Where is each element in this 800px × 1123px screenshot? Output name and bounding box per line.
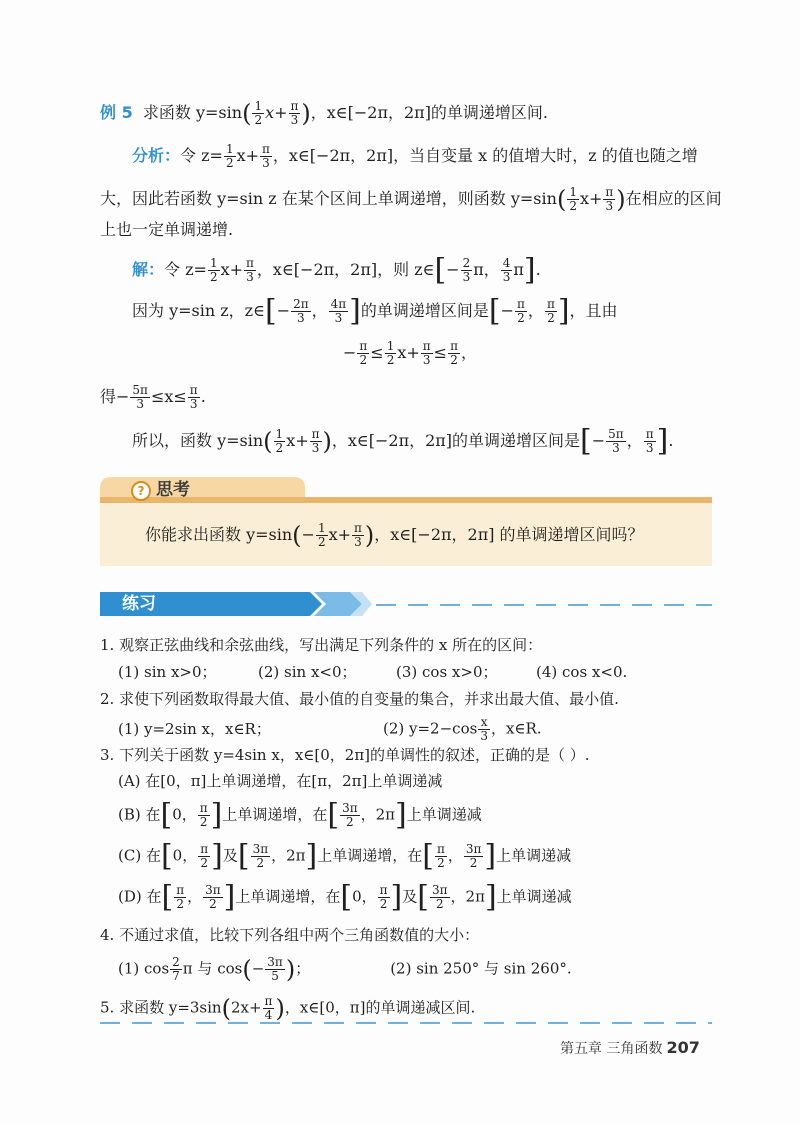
practice-item-3-option-c: (C) 在[0， $\frac{\pi}{2}$ ]及[ $\frac{3\pi}{2}$ ，2π]上单调递增，在[ $\frac{\pi}{2}$ ， $\frac{3\pi}{2}$ ]上单调递减 — [118, 838, 572, 874]
practice-item-5: 5. 求函数 y=3sin(2x+ $\frac{\pi}{4}$ )，x∈[0，π]的单调递减区间. — [100, 994, 476, 1023]
think-title: 思考 — [156, 480, 190, 500]
practice-dashed-rule — [376, 604, 712, 606]
practice-bottom-dashed-rule — [100, 1022, 712, 1024]
chapter-title: 第五章 三角函数 — [560, 1041, 663, 1057]
practice-item-3-option-b: (B) 在[0， $\frac{\pi}{2}$ ]上单调递增，在[ $\frac{3\pi}{2}$ ，2π]上单调递减 — [118, 797, 482, 833]
solution-label: 解： — [132, 260, 165, 279]
practice-item-3-option-a: (A) 在[0，π]上单调递增，在[π，2π]上单调递减 — [118, 772, 443, 790]
solution-line-1: 解：令 z= $\frac{1}{2}$ x+ $\frac{\pi}{3}$ ，x∈[−2π，2π]，则 z∈[− $\frac{2}{3}$ π， $\frac{4}{3}$ π]. — [132, 252, 541, 288]
page-footer — [560, 1037, 700, 1060]
solution-line-2: 因为 y=sin z，z∈[− $\frac{2\pi}{3}$ ， $\frac{4\pi}{3}$ ]的单调递增区间是[− $\frac{\pi}{2}$ ， $\frac{\pi}{2}$ ]，且由 — [132, 293, 618, 329]
analysis-line-1: 分析：令 z= $\frac{1}{2}$ x+ $\frac{\pi}{3}$ ，x∈[−2π，2π]，当自变量 x 的值增大时，z 的值也随之增 — [132, 142, 698, 170]
practice-item-1: 1. 观察正弦曲线和余弦曲线，写出满足下列条件的 x 所在的区间： — [100, 636, 543, 654]
analysis-line-3: 上也一定单调递增. — [100, 220, 234, 239]
practice-title: 练习 — [122, 594, 156, 614]
think-question: 你能求出函数 y=sin(− $\frac{1}{2}$ x+ $\frac{\pi}{3}$ )，x∈[−2π，2π] 的单调递增区间吗？ — [145, 521, 644, 550]
practice-item-2: 2. 求使下列函数取得最大值、最小值的自变量的集合，并求出最大值、最小值. — [100, 690, 619, 708]
solution-line-4: 得− $\frac{5\pi}{3}$ ≤x≤ $\frac{\pi}{3}$ . — [100, 383, 206, 411]
page-number: 207 — [666, 1038, 700, 1057]
analysis-line-2: 大，因此若函数 y=sin z 在某个区间上单调递增，则函数 y=sin( $\frac{1}{2}$ x+ $\frac{\pi}{3}$ )在相应的区间 — [100, 185, 722, 214]
practice-item-2-options: (1) y=2sin x，x∈R； (2) y=2−cos $\frac{x}{3}$ ，x∈R. — [118, 715, 542, 743]
practice-item-4-options: (1) cos $\frac{2}{7}$ π 与 cos(− $\frac{3\pi}{5}$ )； (2) sin 250° 与 sin 260°. — [118, 955, 572, 984]
example-label: 例 5 — [100, 103, 133, 122]
practice-item-3: 3. 下列关于函数 y=4sin x，x∈[0，2π]的单调性的叙述，正确的是（ ）. — [100, 746, 590, 764]
analysis-label: 分析： — [132, 146, 181, 165]
practice-item-1-options: (1) sin x>0； (2) sin x<0； (3) cos x>0； (4) cos x<0. — [118, 663, 628, 681]
solution-line-5: 所以，函数 y=sin( $\frac{1}{2}$ x+ $\frac{\pi}{3}$ )，x∈[−2π，2π]的单调递增区间是[− $\frac{5\pi}{3}$ ， $\frac{\pi}{3}$ ]. — [132, 423, 674, 459]
practice-item-3-option-d: (D) 在[ $\frac{\pi}{2}$ ， $\frac{3\pi}{2}$ ]上单调递增，在[0， $\frac{\pi}{2}$ ]及[ $\frac{3\pi}{2}$ ，2π]上单调递减 — [118, 879, 572, 915]
practice-item-4: 4. 不通过求值，比较下列各组中两个三角函数值的大小： — [100, 926, 480, 944]
example-5-question: 例 5 求函数 y=sin( $\frac{1}{2}$ x+ $\frac{\pi}{3}$ )，x∈[−2π，2π]的单调递增区间. — [100, 99, 549, 128]
solution-inequality: − $\frac{\pi}{2}$ ≤ $\frac{1}{2}$ x+ $\frac{\pi}{3}$ ≤ $\frac{\pi}{2}$ ， — [343, 339, 477, 367]
question-icon: ? — [131, 481, 151, 501]
